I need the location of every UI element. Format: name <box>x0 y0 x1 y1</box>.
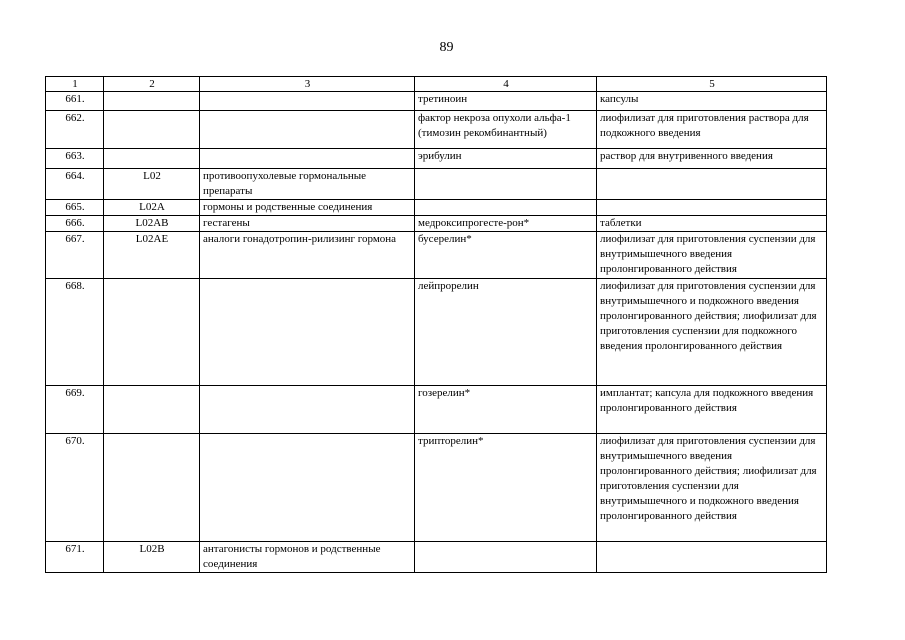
group-name-cell: гормоны и родственные соединения <box>200 200 415 216</box>
drug-name-cell <box>415 200 597 216</box>
dosage-form-cell: таблетки <box>597 216 827 232</box>
drug-name-cell: фактор некроза опухоли альфа-1 (тимозин рекомбинантный) <box>415 111 597 149</box>
table-row <box>46 149 827 169</box>
row-number: 662. <box>46 111 104 149</box>
row-number: 670. <box>46 434 104 542</box>
row-number: 664. <box>46 169 104 200</box>
drug-name-cell: бусерелин* <box>415 232 597 279</box>
table-row <box>46 111 827 149</box>
row-number: 668. <box>46 279 104 386</box>
group-name-cell <box>200 434 415 542</box>
dosage-form-cell: лиофилизат для приготовления раствора для подкожного введения <box>597 111 827 149</box>
row-number: 663. <box>46 149 104 169</box>
dosage-form-cell: раствор для внутривенного введения <box>597 149 827 169</box>
group-name-cell: гестагены <box>200 216 415 232</box>
group-name-cell: противоопухолевые гормональные препараты <box>200 169 415 200</box>
table-row <box>46 216 827 232</box>
atc-code-cell <box>104 92 200 111</box>
atc-code-cell <box>104 279 200 386</box>
drug-name-cell: гозерелин* <box>415 386 597 434</box>
page-number: 89 <box>439 40 454 55</box>
dosage-form-cell: капсулы <box>597 92 827 111</box>
dosage-form-cell <box>597 169 827 200</box>
drug-name-cell: трипторелин* <box>415 434 597 542</box>
atc-code-cell: L02A <box>104 200 200 216</box>
drug-name-cell: эрибулин <box>415 149 597 169</box>
header-cell-3: 3 <box>200 77 415 92</box>
atc-code-cell <box>104 434 200 542</box>
dosage-form-cell: лиофилизат для приготовления суспензии для внутримышечного введения пролонгированного действия; лиофилизат для приготовления суспензии для внутримышечного и подкожного введения пролонгированного действия <box>597 434 827 542</box>
row-number: 667. <box>46 232 104 279</box>
drug-table <box>45 76 827 573</box>
atc-code-cell: L02AE <box>104 232 200 279</box>
row-number: 669. <box>46 386 104 434</box>
row-number: 671. <box>46 542 104 573</box>
row-number: 665. <box>46 200 104 216</box>
table-row <box>46 200 827 216</box>
table-row <box>46 232 827 279</box>
header-cell-4: 4 <box>415 77 597 92</box>
group-name-cell: антагонисты гормонов и родственные соединения <box>200 542 415 573</box>
drug-name-cell <box>415 542 597 573</box>
group-name-cell <box>200 111 415 149</box>
header-cell-1: 1 <box>46 77 104 92</box>
drug-name-cell: медроксипрогесте-рон* <box>415 216 597 232</box>
atc-code-cell: L02 <box>104 169 200 200</box>
group-name-cell <box>200 149 415 169</box>
drug-name-cell: лейпрорелин <box>415 279 597 386</box>
dosage-form-cell: лиофилизат для приготовления суспензии для внутримышечного и подкожного введения пролонгированного действия; лиофилизат для приготовления суспензии для подкожного введения пролонгированного действия <box>597 279 827 386</box>
atc-code-cell <box>104 149 200 169</box>
atc-code-cell: L02B <box>104 542 200 573</box>
dosage-form-cell: лиофилизат для приготовления суспензии для внутримышечного введения пролонгированного действия <box>597 232 827 279</box>
table-row <box>46 92 827 111</box>
atc-code-cell <box>104 111 200 149</box>
table-row <box>46 434 827 542</box>
header-cell-2: 2 <box>104 77 200 92</box>
row-number: 666. <box>46 216 104 232</box>
table-row <box>46 169 827 200</box>
row-number: 661. <box>46 92 104 111</box>
drug-name-cell <box>415 169 597 200</box>
drug-name-cell: третиноин <box>415 92 597 111</box>
header-cell-5: 5 <box>597 77 827 92</box>
table-row <box>46 279 827 386</box>
group-name-cell <box>200 279 415 386</box>
atc-code-cell <box>104 386 200 434</box>
dosage-form-cell <box>597 542 827 573</box>
table-header-row <box>46 77 827 92</box>
dosage-form-cell: имплантат; капсула для подкожного введения пролонгированного действия <box>597 386 827 434</box>
atc-code-cell: L02AB <box>104 216 200 232</box>
dosage-form-cell <box>597 200 827 216</box>
table-row <box>46 386 827 434</box>
group-name-cell <box>200 92 415 111</box>
group-name-cell: аналоги гонадотропин-рилизинг гормона <box>200 232 415 279</box>
group-name-cell <box>200 386 415 434</box>
table-row <box>46 542 827 573</box>
